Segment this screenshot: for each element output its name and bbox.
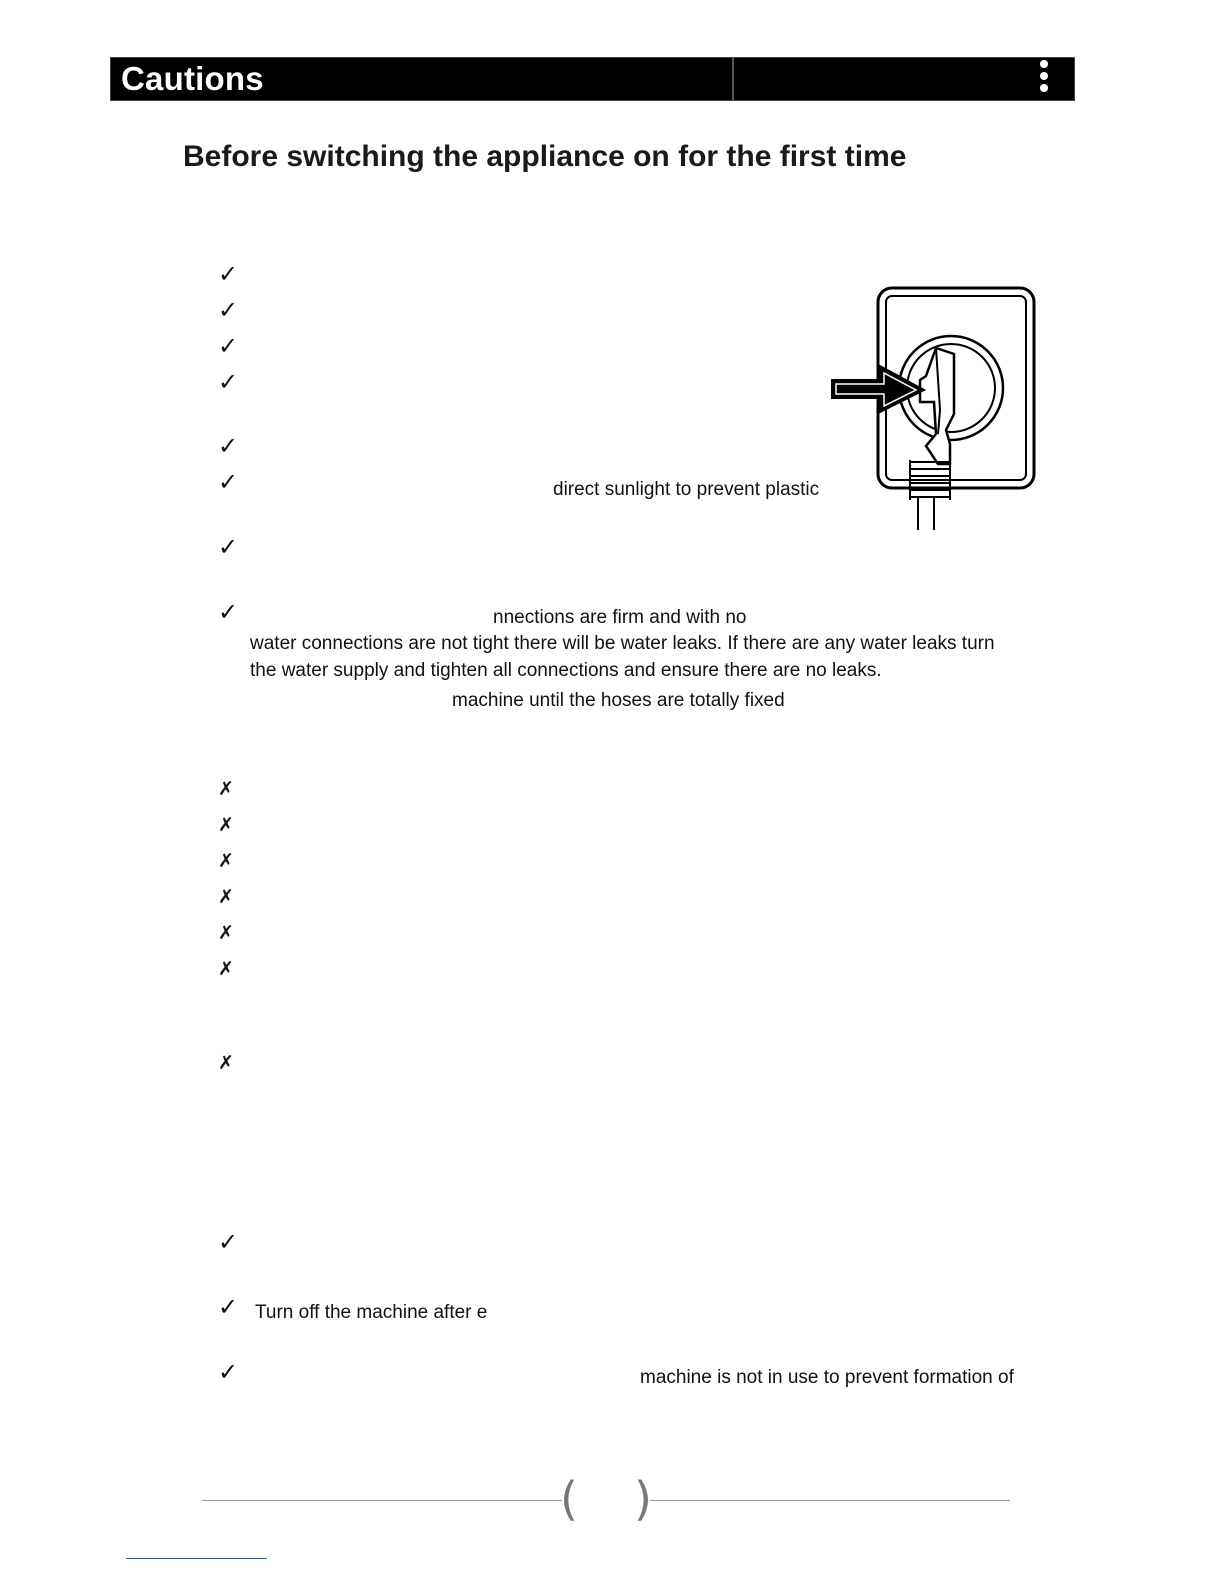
page-number-bracket-left: ( bbox=[560, 1472, 578, 1526]
checkmark-icon: ✓ bbox=[218, 260, 239, 288]
list-item-text: direct sunlight to prevent plastic bbox=[553, 479, 820, 500]
link-underline bbox=[126, 1558, 267, 1559]
page-title: Before switching the appliance on for the first time bbox=[183, 140, 907, 173]
list-item-text: machine is not in use to prevent formation of bbox=[640, 1367, 1014, 1388]
footer-rule-left bbox=[202, 1500, 562, 1501]
checkmark-icon: ✓ bbox=[218, 296, 239, 324]
checkmark-icon: ✓ bbox=[218, 1228, 239, 1256]
list-item-text: nnections are firm and with no bbox=[493, 607, 747, 628]
checkmark-icon: ✓ bbox=[218, 432, 239, 460]
cross-icon: ✗ bbox=[218, 850, 234, 872]
checkmark-icon: ✓ bbox=[218, 468, 239, 496]
cross-icon: ✗ bbox=[218, 922, 234, 944]
vertical-dots-icon bbox=[1038, 60, 1050, 100]
checkmark-icon: ✓ bbox=[218, 533, 239, 561]
cross-icon: ✗ bbox=[218, 958, 234, 980]
checkmark-icon: ✓ bbox=[218, 598, 239, 626]
checkmark-icon: ✓ bbox=[218, 368, 239, 396]
footer-rule-right bbox=[650, 1500, 1010, 1501]
cross-icon: ✗ bbox=[218, 886, 234, 908]
plug-socket-illustration bbox=[826, 284, 1038, 534]
list-item-text: machine until the hoses are totally fixed bbox=[452, 690, 785, 711]
cross-icon: ✗ bbox=[218, 1052, 234, 1074]
list-item-text: Turn off the machine after e bbox=[255, 1302, 488, 1323]
checkmark-icon: ✓ bbox=[218, 332, 239, 360]
list-item-text: the water supply and tighten all connections and ensure there are no leaks. bbox=[250, 660, 882, 681]
cross-icon: ✗ bbox=[218, 814, 234, 836]
page-number-bracket-right: ) bbox=[634, 1472, 652, 1526]
header-divider bbox=[732, 57, 734, 101]
checkmark-icon: ✓ bbox=[218, 1293, 239, 1321]
list-item-text: water connections are not tight there will be water leaks. If there are any water leaks turn bbox=[250, 633, 995, 654]
section-title: Cautions bbox=[121, 60, 264, 97]
cross-icon: ✗ bbox=[218, 778, 234, 800]
checkmark-icon: ✓ bbox=[218, 1358, 239, 1386]
